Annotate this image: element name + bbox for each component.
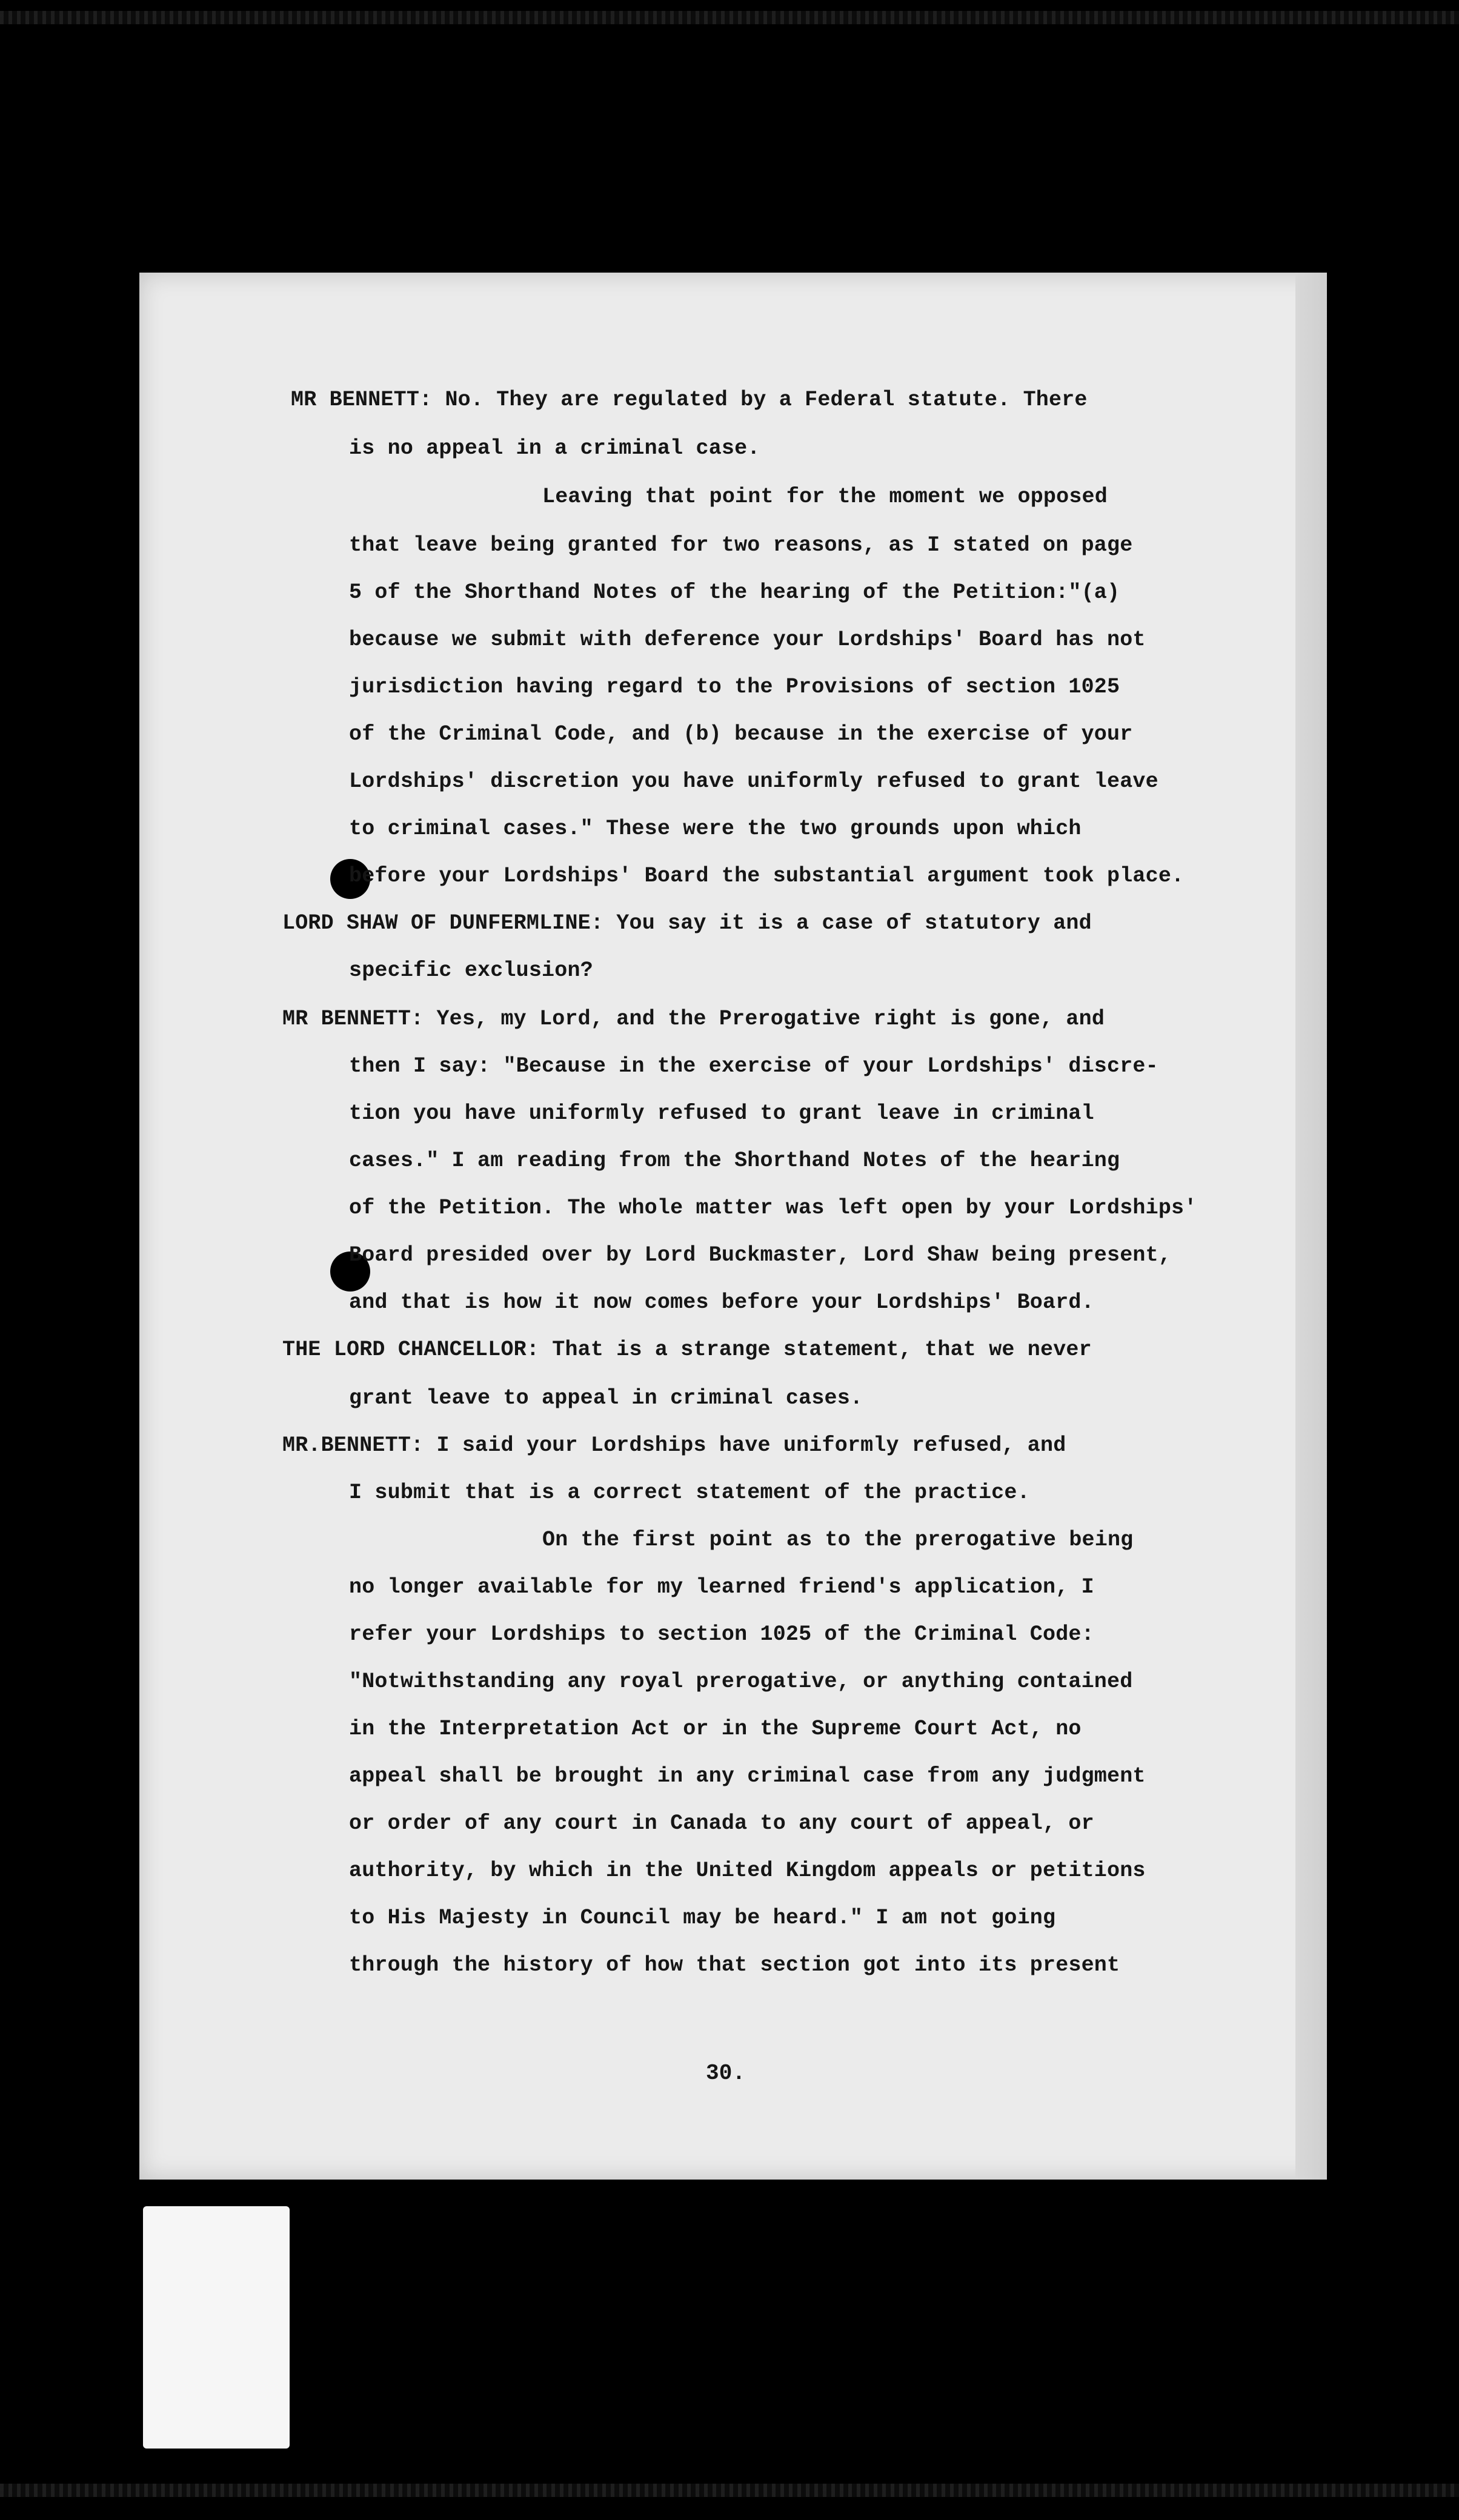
text-line: to His Majesty in Council may be heard." I am not going — [349, 1906, 1056, 1930]
text-line: MR BENNETT: Yes, my Lord, and the Prerogative right is gone, and — [282, 1007, 1105, 1031]
text-line: that leave being granted for two reasons, as I stated on page — [349, 533, 1133, 557]
text-line: MR.BENNETT: I said your Lordships have uniformly refused, and — [282, 1433, 1066, 1457]
text-line: THE LORD CHANCELLOR: That is a strange statement, that we never — [282, 1338, 1092, 1362]
film-edge-bottom — [0, 2484, 1459, 2497]
text-line: Board presided over by Lord Buckmaster, Lord Shaw being present, — [349, 1243, 1172, 1267]
text-line: Lordships' discretion you have uniformly refused to grant leave — [349, 769, 1158, 794]
text-line: is no appeal in a criminal case. — [349, 436, 760, 460]
text-line: refer your Lordships to section 1025 of the Criminal Code: — [349, 1622, 1094, 1646]
document-text — [139, 273, 1327, 2180]
text-line: tion you have uniformly refused to grant leave in criminal — [349, 1101, 1094, 1126]
text-line: no longer available for my learned friend's application, I — [349, 1575, 1094, 1599]
text-line: LORD SHAW OF DUNFERMLINE: You say it is a case of statutory and — [282, 911, 1092, 935]
text-line: or order of any court in Canada to any court of appeal, or — [349, 1811, 1094, 1835]
text-line: "Notwithstanding any royal prerogative, or anything contained — [349, 1669, 1133, 1694]
text-line: of the Petition. The whole matter was left open by your Lordships' — [349, 1196, 1197, 1220]
text-line: appeal shall be brought in any criminal case from any judgment — [349, 1764, 1146, 1788]
text-line: because we submit with deference your Lordships' Board has not — [349, 628, 1146, 652]
text-line: cases." I am reading from the Shorthand Notes of the hearing — [349, 1149, 1120, 1173]
text-line: MR BENNETT: No. They are regulated by a Federal statute. There — [291, 388, 1088, 412]
text-line: through the history of how that section got into its present — [349, 1953, 1120, 1977]
page-number: 30. — [706, 2061, 746, 2086]
text-line: I submit that is a correct statement of the practice. — [349, 1480, 1030, 1505]
text-line: to criminal cases." These were the two grounds upon which — [349, 817, 1082, 841]
text-line: On the first point as to the prerogative being — [542, 1528, 1134, 1552]
text-line: 5 of the Shorthand Notes of the hearing of the Petition:"(a) — [349, 580, 1120, 605]
text-line: of the Criminal Code, and (b) because in the exercise of your — [349, 722, 1133, 746]
document-page — [139, 273, 1327, 2180]
target-card — [143, 2206, 290, 2449]
text-line: grant leave to appeal in criminal cases. — [349, 1386, 863, 1410]
film-edge-top — [0, 11, 1459, 24]
text-line: in the Interpretation Act or in the Supreme Court Act, no — [349, 1717, 1082, 1741]
text-line: before your Lordships' Board the substantial argument took place. — [349, 864, 1185, 888]
text-line: then I say: "Because in the exercise of your Lordships' discre- — [349, 1054, 1158, 1078]
text-line: jurisdiction having regard to the Provisions of section 1025 — [349, 675, 1120, 699]
text-line: authority, by which in the United Kingdom appeals or petitions — [349, 1858, 1146, 1883]
text-line: Leaving that point for the moment we opposed — [542, 485, 1108, 509]
text-line: specific exclusion? — [349, 958, 593, 983]
text-line: and that is how it now comes before your Lordships' Board. — [349, 1290, 1094, 1315]
